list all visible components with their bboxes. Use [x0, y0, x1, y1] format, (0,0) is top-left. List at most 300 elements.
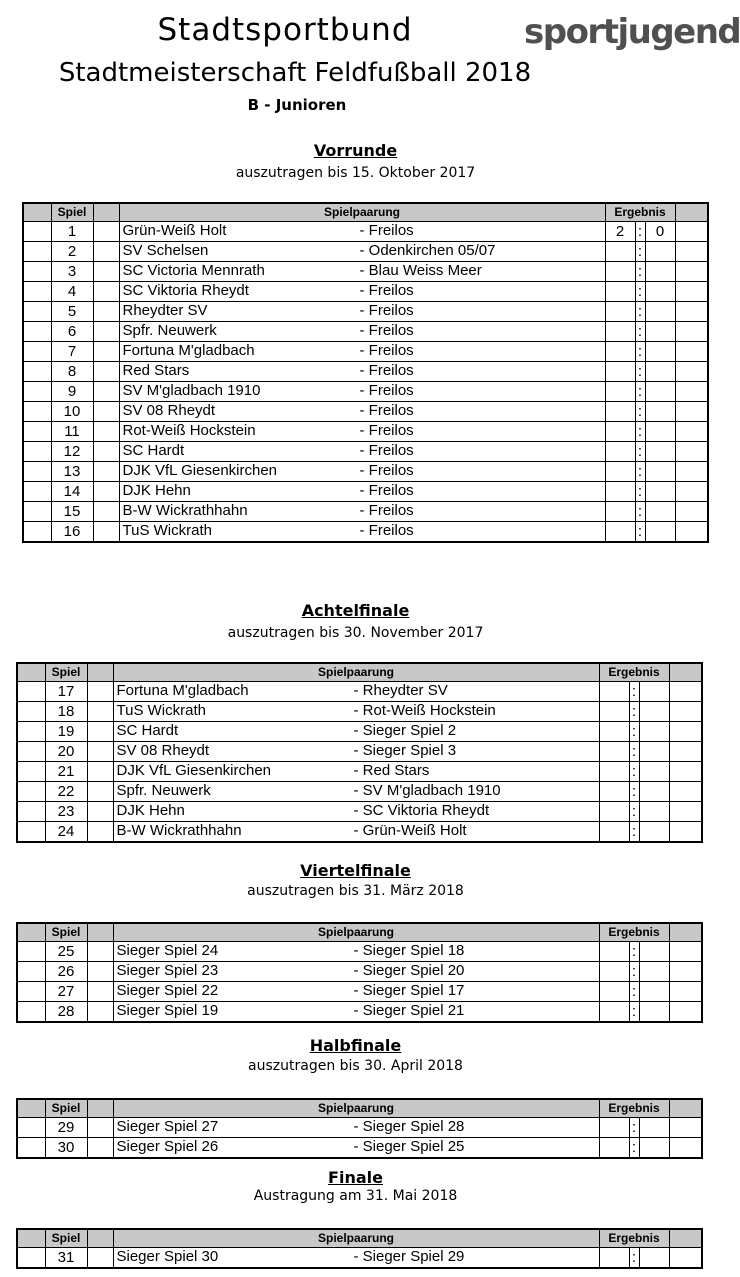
home-team: Rot-Weiß Hockstein: [122, 422, 256, 439]
score-separator: :: [635, 242, 645, 262]
row-blank: [17, 982, 45, 1002]
row-blank: [675, 242, 708, 262]
away-team: - Freilos: [359, 442, 414, 459]
away-team: - SC Viktoria Rheydt: [353, 802, 490, 819]
row-blank: [93, 342, 119, 362]
away-score: [645, 382, 675, 402]
away-score: [639, 1118, 669, 1138]
away-team: - Freilos: [359, 482, 414, 499]
home-team: Sieger Spiel 23: [116, 962, 219, 979]
match-number: 20: [45, 742, 87, 762]
header-blank: [93, 203, 119, 222]
match-pairing: [113, 762, 599, 782]
away-score: [645, 262, 675, 282]
header-blank: [669, 1229, 702, 1248]
match-pairing: [119, 342, 605, 362]
row-blank: [93, 402, 119, 422]
row-blank: [17, 682, 45, 702]
row-blank: [675, 302, 708, 322]
away-score: [645, 322, 675, 342]
away-score: [645, 422, 675, 442]
away-team: - Freilos: [359, 502, 414, 519]
away-score: [645, 242, 675, 262]
home-team: Sieger Spiel 24: [116, 942, 219, 959]
home-team: B-W Wickrathhahn: [116, 822, 242, 839]
match-pairing: [119, 402, 605, 422]
match-pairing: [113, 742, 599, 762]
match-pairing: [113, 1248, 599, 1269]
row-blank: [87, 802, 113, 822]
home-team: Sieger Spiel 22: [116, 982, 219, 999]
home-team: Fortuna M'gladbach: [122, 342, 255, 359]
score-separator: :: [629, 722, 639, 742]
away-team: - Sieger Spiel 18: [353, 942, 465, 959]
header-spiel: Spiel: [45, 663, 87, 682]
age-category: B - Junioren: [247, 96, 347, 114]
match-number: 16: [51, 522, 93, 543]
match-number: 28: [45, 1002, 87, 1023]
away-score: [645, 282, 675, 302]
score-separator: :: [629, 822, 639, 843]
header-blank: [675, 203, 708, 222]
home-score: [599, 982, 629, 1002]
row-blank: [17, 962, 45, 982]
match-pairing: [113, 962, 599, 982]
match-row: [23, 382, 708, 402]
away-score: [639, 822, 669, 843]
score-separator: :: [629, 782, 639, 802]
header-ergebnis: Ergebnis: [599, 923, 669, 942]
score-separator: :: [629, 962, 639, 982]
section-title: Vorrunde: [313, 141, 398, 160]
away-team: - Freilos: [359, 462, 414, 479]
match-pairing: [119, 462, 605, 482]
section-deadline: Austragung am 31. Mai 2018: [253, 1188, 458, 1204]
away-team: - Sieger Spiel 17: [353, 982, 465, 999]
row-blank: [87, 982, 113, 1002]
score-separator: :: [635, 362, 645, 382]
match-number: 18: [45, 702, 87, 722]
row-blank: [93, 242, 119, 262]
home-team: Rheydter SV: [122, 302, 208, 319]
away-score: [639, 762, 669, 782]
home-score: [599, 782, 629, 802]
header-blank: [23, 203, 51, 222]
away-score: [639, 742, 669, 762]
match-row: [17, 722, 702, 742]
score-separator: :: [629, 942, 639, 962]
home-team: Sieger Spiel 30: [116, 1248, 219, 1265]
match-pairing: [119, 222, 605, 242]
row-blank: [87, 782, 113, 802]
row-blank: [675, 282, 708, 302]
table-header: [17, 923, 702, 942]
match-number: 22: [45, 782, 87, 802]
header-blank: [17, 1229, 45, 1248]
home-score: [599, 962, 629, 982]
row-blank: [23, 402, 51, 422]
away-score: [639, 782, 669, 802]
match-row: [17, 1118, 702, 1138]
match-pairing: [119, 322, 605, 342]
match-pairing: [113, 802, 599, 822]
row-blank: [669, 782, 702, 802]
row-blank: [669, 682, 702, 702]
header-blank: [669, 1099, 702, 1118]
row-blank: [669, 1002, 702, 1023]
score-separator: :: [629, 802, 639, 822]
home-score: [605, 482, 635, 502]
match-row: [23, 322, 708, 342]
row-blank: [87, 962, 113, 982]
row-blank: [93, 442, 119, 462]
match-pairing: [113, 982, 599, 1002]
section-deadline: auszutragen bis 15. Oktober 2017: [235, 165, 476, 181]
match-number: 4: [51, 282, 93, 302]
match-number: 2: [51, 242, 93, 262]
match-number: 26: [45, 962, 87, 982]
home-score: [605, 422, 635, 442]
row-blank: [675, 382, 708, 402]
away-score: [639, 1002, 669, 1023]
away-score: [639, 942, 669, 962]
away-team: - Freilos: [359, 282, 414, 299]
score-separator: :: [629, 1002, 639, 1023]
match-row: [23, 222, 708, 242]
match-pairing: [119, 422, 605, 442]
row-blank: [87, 1002, 113, 1023]
away-team: - Freilos: [359, 522, 414, 539]
home-score: [599, 1138, 629, 1159]
row-blank: [675, 402, 708, 422]
match-number: 5: [51, 302, 93, 322]
home-team: DJK Hehn: [116, 802, 185, 819]
match-pairing: [119, 262, 605, 282]
match-row: [17, 1002, 702, 1023]
row-blank: [93, 482, 119, 502]
row-blank: [23, 362, 51, 382]
row-blank: [669, 1118, 702, 1138]
away-score: [639, 682, 669, 702]
away-team: - Sieger Spiel 2: [353, 722, 457, 739]
score-separator: :: [629, 742, 639, 762]
match-pairing: [113, 1002, 599, 1023]
home-score: [599, 762, 629, 782]
home-score: [599, 742, 629, 762]
away-score: [645, 302, 675, 322]
sportjugend-logo: sportjugend: [524, 12, 740, 52]
away-team: - Rheydter SV: [353, 682, 448, 699]
away-team: - Sieger Spiel 20: [353, 962, 465, 979]
match-pairing: [119, 442, 605, 462]
match-number: 31: [45, 1248, 87, 1269]
schedule-table: [22, 202, 709, 543]
score-separator: :: [635, 302, 645, 322]
home-score: [599, 802, 629, 822]
away-team: - Freilos: [359, 222, 414, 239]
away-score: [645, 402, 675, 422]
match-pairing: [113, 722, 599, 742]
row-blank: [17, 782, 45, 802]
score-separator: :: [635, 522, 645, 543]
row-blank: [17, 742, 45, 762]
match-pairing: [119, 302, 605, 322]
home-team: SV 08 Rheydt: [122, 402, 216, 419]
match-row: [17, 962, 702, 982]
row-blank: [669, 722, 702, 742]
match-pairing: [113, 1118, 599, 1138]
header-blank: [87, 1229, 113, 1248]
row-blank: [93, 262, 119, 282]
header-blank: [87, 923, 113, 942]
row-blank: [93, 282, 119, 302]
home-team: Fortuna M'gladbach: [116, 682, 249, 699]
away-team: - Freilos: [359, 362, 414, 379]
row-blank: [87, 722, 113, 742]
home-team: SV Schelsen: [122, 242, 209, 259]
home-score: [599, 722, 629, 742]
score-separator: :: [629, 1138, 639, 1159]
row-blank: [93, 522, 119, 543]
home-score: [605, 342, 635, 362]
header-blank: [87, 1099, 113, 1118]
match-pairing: [113, 1138, 599, 1159]
row-blank: [669, 982, 702, 1002]
match-number: 9: [51, 382, 93, 402]
header-spielpaarung: Spielpaarung: [113, 663, 599, 682]
match-pairing: [119, 522, 605, 543]
row-blank: [87, 1138, 113, 1159]
match-pairing: [119, 282, 605, 302]
away-team: - Sieger Spiel 28: [353, 1118, 465, 1135]
row-blank: [675, 502, 708, 522]
row-blank: [17, 1248, 45, 1269]
home-score: [599, 702, 629, 722]
away-score: [645, 522, 675, 543]
row-blank: [87, 822, 113, 843]
home-team: Sieger Spiel 27: [116, 1118, 219, 1135]
table-header: [17, 1229, 702, 1248]
row-blank: [675, 222, 708, 242]
match-number: 6: [51, 322, 93, 342]
match-number: 10: [51, 402, 93, 422]
row-blank: [93, 382, 119, 402]
match-number: 27: [45, 982, 87, 1002]
away-score: [645, 442, 675, 462]
schedule-table: [16, 1228, 703, 1269]
home-score: [605, 522, 635, 543]
match-row: [23, 402, 708, 422]
match-row: [23, 502, 708, 522]
score-separator: :: [635, 222, 645, 242]
row-blank: [23, 422, 51, 442]
row-blank: [87, 1248, 113, 1269]
row-blank: [87, 762, 113, 782]
header-blank: [17, 663, 45, 682]
section-deadline: auszutragen bis 30. April 2018: [248, 1058, 463, 1074]
row-blank: [23, 502, 51, 522]
home-team: TuS Wickrath: [122, 522, 212, 539]
away-team: - SV M'gladbach 1910: [353, 782, 501, 799]
header-ergebnis: Ergebnis: [599, 1099, 669, 1118]
score-separator: :: [635, 462, 645, 482]
schedule-table: [16, 1098, 703, 1159]
match-row: [23, 242, 708, 262]
away-score: 0: [645, 222, 675, 242]
away-score: [639, 722, 669, 742]
row-blank: [23, 282, 51, 302]
row-blank: [23, 342, 51, 362]
home-team: Spfr. Neuwerk: [122, 322, 217, 339]
row-blank: [675, 462, 708, 482]
away-team: - Sieger Spiel 3: [353, 742, 457, 759]
section-title: Achtelfinale: [301, 601, 410, 620]
away-score: [645, 362, 675, 382]
match-pairing: [119, 482, 605, 502]
header-blank: [17, 1099, 45, 1118]
home-score: [605, 282, 635, 302]
score-separator: :: [635, 442, 645, 462]
row-blank: [17, 1118, 45, 1138]
row-blank: [675, 262, 708, 282]
row-blank: [675, 422, 708, 442]
score-separator: :: [635, 342, 645, 362]
row-blank: [17, 762, 45, 782]
home-score: 2: [605, 222, 635, 242]
score-separator: :: [629, 702, 639, 722]
match-row: [23, 282, 708, 302]
header-blank: [17, 923, 45, 942]
row-blank: [23, 222, 51, 242]
score-separator: :: [635, 502, 645, 522]
match-row: [17, 702, 702, 722]
row-blank: [87, 1118, 113, 1138]
match-number: 8: [51, 362, 93, 382]
match-pairing: [119, 242, 605, 262]
header-spiel: Spiel: [45, 1099, 87, 1118]
match-number: 15: [51, 502, 93, 522]
home-score: [599, 1118, 629, 1138]
match-pairing: [113, 942, 599, 962]
home-score: [605, 242, 635, 262]
match-row: [23, 422, 708, 442]
row-blank: [87, 942, 113, 962]
score-separator: :: [635, 262, 645, 282]
score-separator: :: [629, 1118, 639, 1138]
table-header: [23, 203, 708, 222]
away-team: - Freilos: [359, 342, 414, 359]
match-pairing: [113, 702, 599, 722]
away-score: [645, 502, 675, 522]
match-row: [23, 262, 708, 282]
row-blank: [23, 242, 51, 262]
row-blank: [17, 702, 45, 722]
away-team: - Blau Weiss Meer: [359, 262, 482, 279]
match-row: [17, 982, 702, 1002]
away-score: [645, 342, 675, 362]
home-team: SC Hardt: [116, 722, 179, 739]
match-pairing: [119, 502, 605, 522]
row-blank: [669, 802, 702, 822]
row-blank: [669, 942, 702, 962]
row-blank: [669, 822, 702, 843]
score-separator: :: [635, 402, 645, 422]
away-score: [639, 802, 669, 822]
away-score: [639, 962, 669, 982]
row-blank: [87, 702, 113, 722]
match-number: 12: [51, 442, 93, 462]
score-separator: :: [635, 482, 645, 502]
home-score: [599, 822, 629, 843]
row-blank: [675, 482, 708, 502]
away-team: - Freilos: [359, 402, 414, 419]
match-row: [17, 942, 702, 962]
match-row: [23, 442, 708, 462]
row-blank: [675, 362, 708, 382]
match-pairing: [113, 682, 599, 702]
header-ergebnis: Ergebnis: [599, 663, 669, 682]
document-title: Stadtsportbund: [157, 12, 413, 48]
away-score: [639, 982, 669, 1002]
row-blank: [669, 1138, 702, 1159]
home-score: [605, 502, 635, 522]
header-spiel: Spiel: [51, 203, 93, 222]
away-score: [639, 1138, 669, 1159]
table-header: [17, 1099, 702, 1118]
match-number: 29: [45, 1118, 87, 1138]
row-blank: [669, 962, 702, 982]
header-blank: [87, 663, 113, 682]
header-blank: [669, 663, 702, 682]
row-blank: [17, 1138, 45, 1159]
row-blank: [17, 942, 45, 962]
score-separator: :: [629, 762, 639, 782]
home-score: [605, 262, 635, 282]
home-team: Sieger Spiel 19: [116, 1002, 219, 1019]
away-team: - Sieger Spiel 21: [353, 1002, 465, 1019]
match-pairing: [119, 362, 605, 382]
section-title: Viertelfinale: [300, 861, 411, 880]
match-number: 25: [45, 942, 87, 962]
score-separator: :: [635, 382, 645, 402]
row-blank: [23, 462, 51, 482]
header-spiel: Spiel: [45, 1229, 87, 1248]
away-team: - Red Stars: [353, 762, 430, 779]
home-team: SC Viktoria Rheydt: [122, 282, 249, 299]
score-separator: :: [629, 1248, 639, 1269]
row-blank: [17, 802, 45, 822]
document-subtitle: Stadtmeisterschaft Feldfußball 2018: [58, 58, 532, 88]
row-blank: [23, 322, 51, 342]
match-number: 3: [51, 262, 93, 282]
match-row: [23, 462, 708, 482]
match-row: [23, 482, 708, 502]
away-team: - Freilos: [359, 422, 414, 439]
home-team: Grün-Weiß Holt: [122, 222, 227, 239]
match-number: 23: [45, 802, 87, 822]
home-score: [605, 462, 635, 482]
section-title: Halbfinale: [309, 1036, 402, 1055]
match-number: 17: [45, 682, 87, 702]
row-blank: [17, 722, 45, 742]
row-blank: [23, 262, 51, 282]
home-score: [605, 322, 635, 342]
section-deadline: auszutragen bis 30. November 2017: [227, 625, 484, 641]
away-team: - Sieger Spiel 29: [353, 1248, 465, 1265]
table-header: [17, 663, 702, 682]
match-row: [17, 742, 702, 762]
row-blank: [93, 322, 119, 342]
